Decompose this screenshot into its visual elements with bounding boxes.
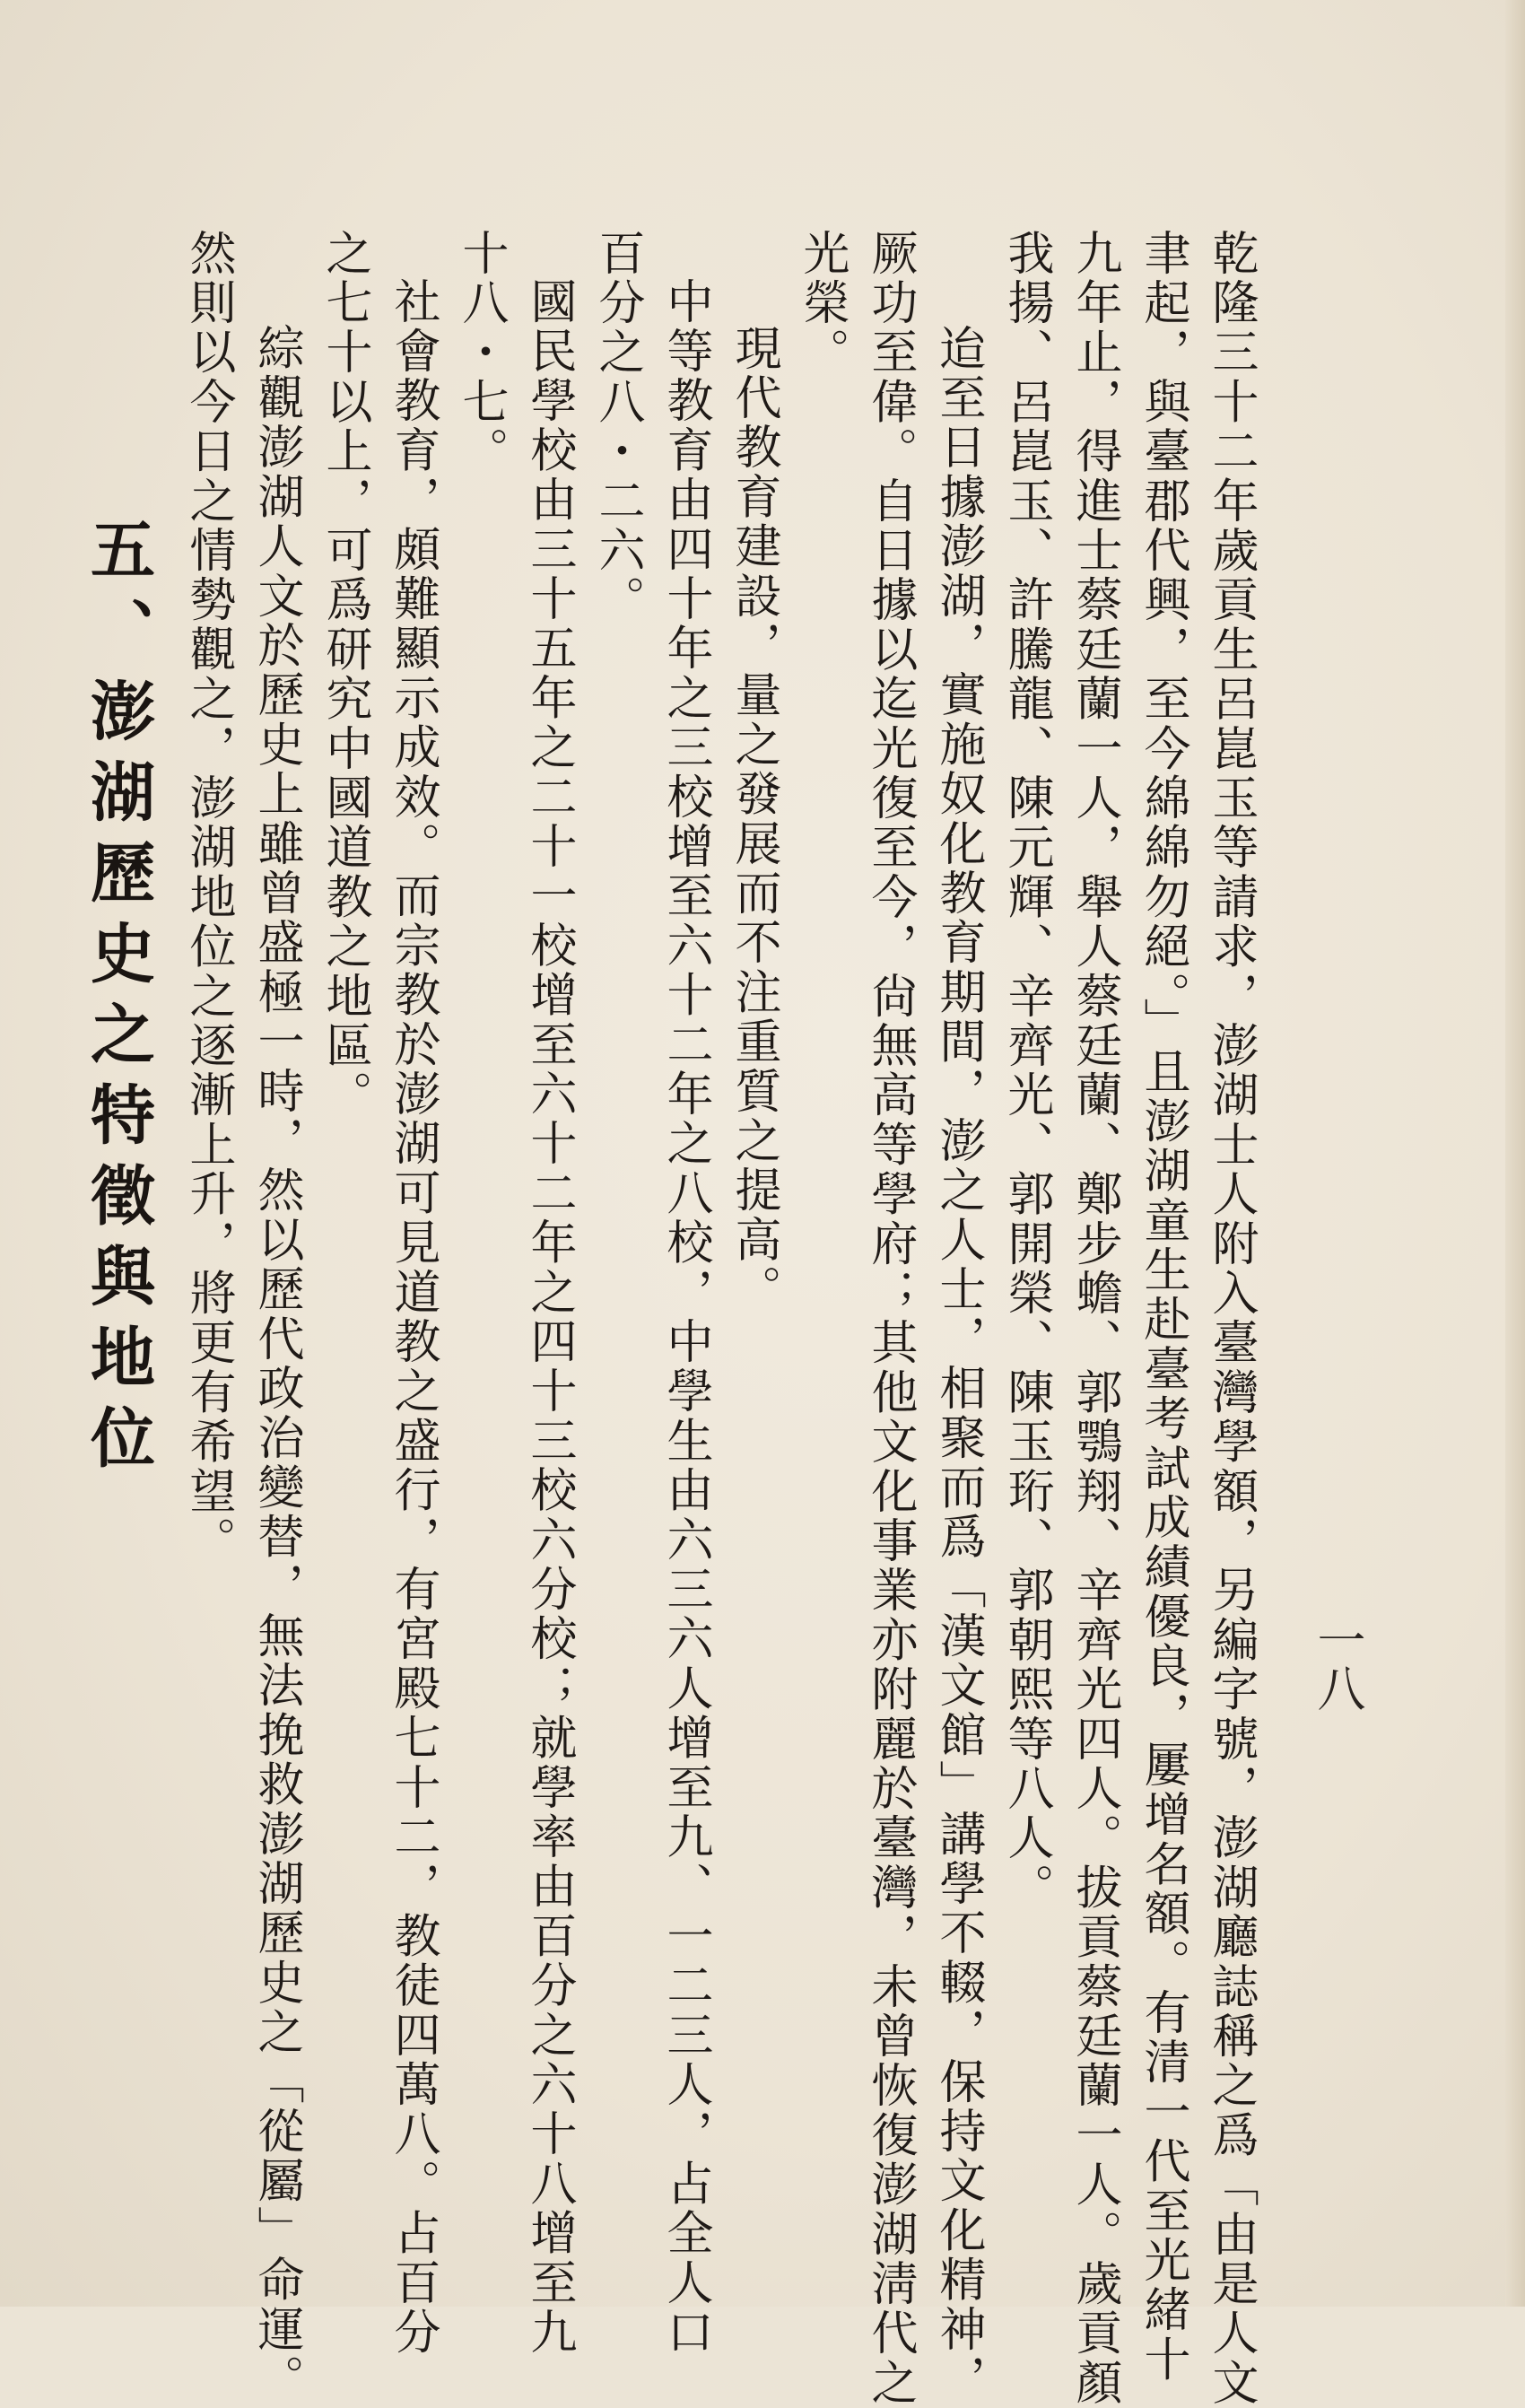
body-text [61, 229, 1265, 2408]
text-column: 迨至日據澎湖，實施奴化教育期間，澎之人士，相聚而爲「漢文館」講學不輟，保持文化精神， [931, 324, 985, 2404]
text-column: 九年止，得進士蔡廷蘭一人，舉人蔡廷蘭、鄭步蟾、郭鶚翔、辛齊光四人。拔貢蔡廷蘭一人。歲貢顏 [1068, 229, 1121, 2408]
page-number: 一八 [1310, 1615, 1366, 1712]
text-column: 聿起，與臺郡代興，至今綿綿勿絕。」且澎湖童生赴臺考試成績優良，屢增名額。有清一代至光緒十 [1136, 229, 1190, 2385]
text-column: 乾隆三十二年歲貢生呂崑玉等請求，澎湖士人附入臺灣學額，另編字號，澎湖廳誌稱之爲「由是人文 [1204, 229, 1258, 2408]
section-heading: 五、澎湖歷史之特徵與地位 [80, 516, 156, 1485]
text-column: 十八・七。 [454, 229, 508, 476]
text-column: 國民學校由三十五年之二十一校增至六十二年之四十三校六分校；就學率由百分之六十八增至九 [522, 277, 576, 2358]
text-column: 厥功至偉。自日據以迄光復至今，尙無高等學府；其他文化事業亦附麗於臺灣，未曾恢復澎湖淸代之 [863, 229, 917, 2408]
text-column: 光榮。 [795, 229, 849, 378]
text-column: 綜觀澎湖人文於歷史上雖曾盛極一時，然以歷代政治變替，無法挽救澎湖歷史之「從屬」命運。 [249, 324, 303, 2404]
text-column: 然則以今日之情勢觀之，澎湖地位之逐漸上升，將更有希望。 [181, 229, 235, 1566]
text-column: 我揚、呂崑玉、許騰龍、陳元輝、辛齊光、郭開榮、陳玉珩、郭朝熙等八人。 [999, 229, 1053, 1913]
text-column: 中等教育由四十年之三校增至六十二年之八校，中學生由六三六人增至九、一二三人，占全人口 [658, 277, 712, 2358]
text-column: 之七十以上，可爲研究中國道教之地區。 [318, 229, 371, 1121]
text-column: 社會教育，頗難顯示成效。而宗教於澎湖可見道教之盛行，有宮殿七十二，教徒四萬八。占百分 [386, 277, 440, 2358]
text-column: 現代教育建設，量之發展而不注重質之提高。 [727, 324, 780, 1314]
page-edge [1505, 0, 1525, 2307]
text-column: 百分之八・二六。 [590, 229, 644, 625]
